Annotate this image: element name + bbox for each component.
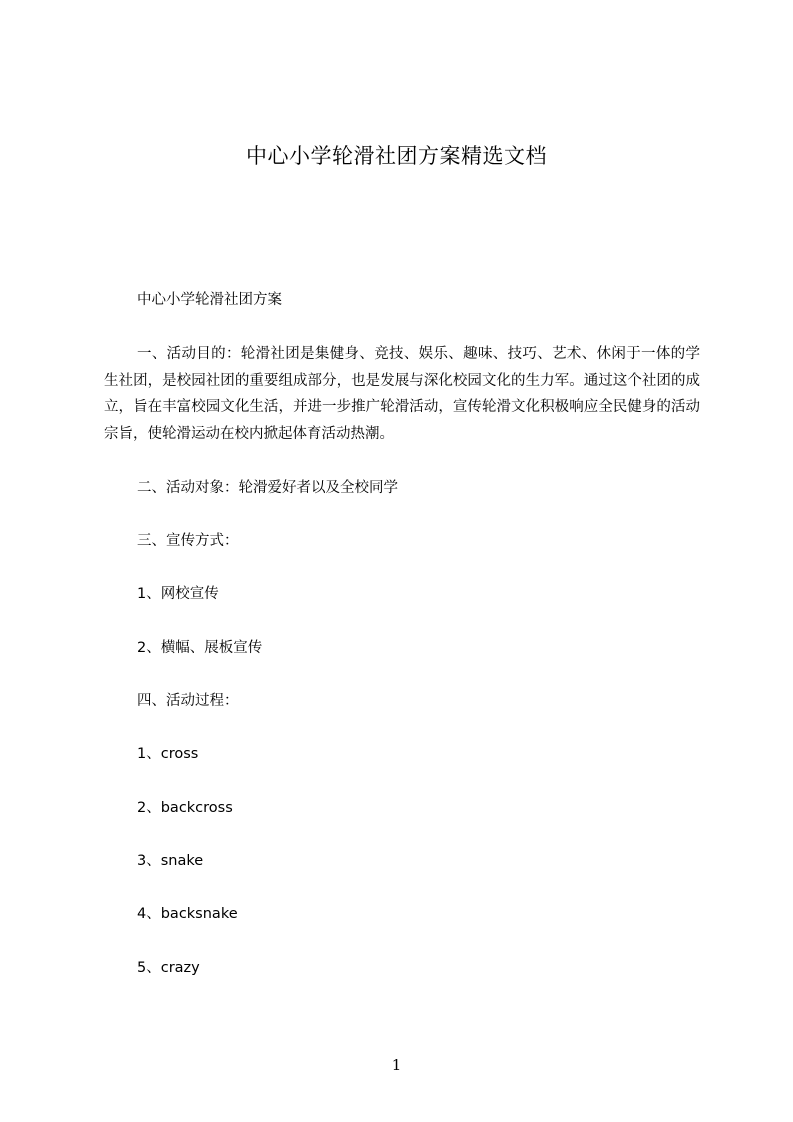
list-item: 2、横幅、展板宣传 [137, 640, 263, 656]
list-item: 3、snake [137, 853, 204, 869]
section-process-heading: 四、活动过程： [137, 693, 239, 709]
section-purpose: 一、活动目的：轮滑社团是集健身、竞技、娱乐、趣味、技巧、艺术、休闲于一体的学生社团，是校园社团的重要组成部分，也是发展与深化校园文化的生力军。通过这个社团的成立，旨在丰富校园文化生活，并进一步推广轮滑活动，宣传轮滑文化积极响应全民健身的活动宗旨，使轮滑运动在校内掀起体育活动热潮。 [104, 346, 700, 442]
document-title: 中心小学轮滑社团方案精选文档 [246, 144, 547, 168]
list-item: 5、crazy [137, 960, 200, 976]
page-number: 1 [391, 1056, 402, 1074]
list-item: 1、cross [137, 746, 199, 762]
list-item: 2、backcross [137, 800, 233, 816]
list-item: 1、网校宣传 [137, 586, 219, 602]
list-item: 4、backsnake [137, 906, 238, 922]
section-publicity-heading: 三、宣传方式： [137, 533, 239, 549]
section-audience: 二、活动对象：轮滑爱好者以及全校同学 [137, 480, 398, 496]
document-subtitle: 中心小学轮滑社团方案 [137, 292, 282, 308]
